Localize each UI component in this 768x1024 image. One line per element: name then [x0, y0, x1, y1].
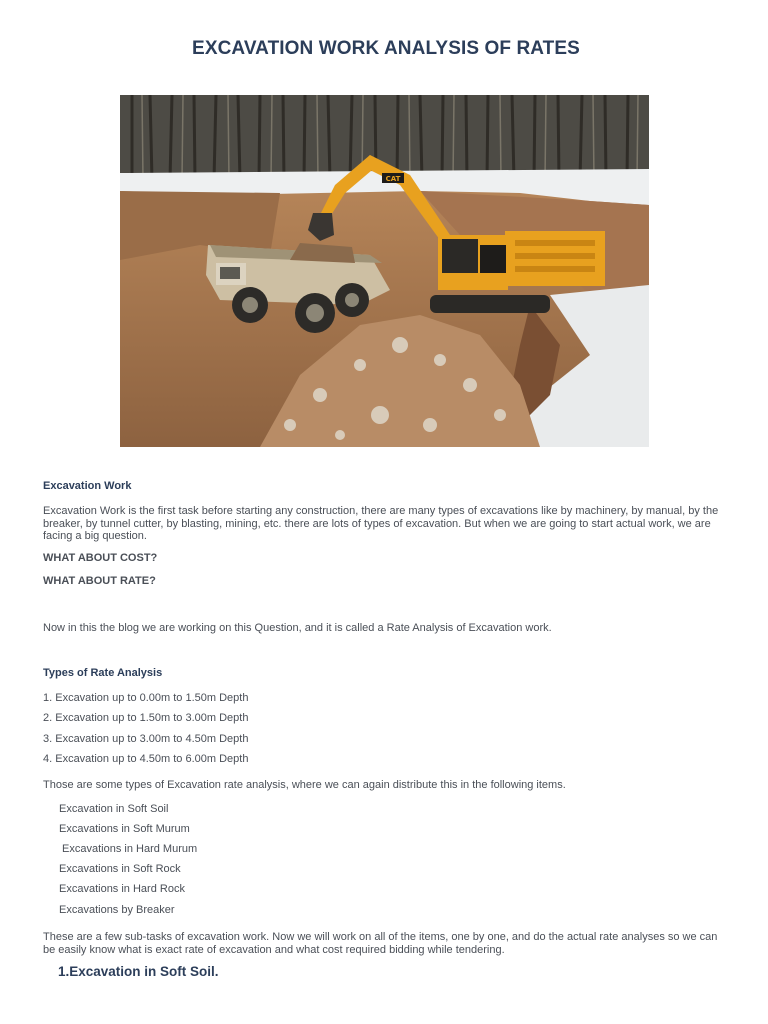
- list-item: 4. Excavation up to 4.50m to 6.00m Depth: [43, 753, 249, 765]
- section-heading-types: Types of Rate Analysis: [43, 667, 163, 679]
- list-item: 3. Excavation up to 3.00m to 4.50m Depth: [43, 733, 249, 745]
- sub-item: Excavations in Soft Rock: [59, 863, 181, 875]
- section-heading-soft-soil: 1.Excavation in Soft Soil.: [58, 964, 219, 979]
- page-title: EXCAVATION WORK ANALYSIS OF RATES: [192, 38, 580, 59]
- cat-badge: CAT: [385, 175, 401, 183]
- sub-item: Excavations in Hard Rock: [59, 883, 185, 895]
- question-rate: WHAT ABOUT RATE?: [43, 575, 156, 587]
- sub-item: Excavations in Hard Murum: [59, 843, 198, 855]
- sub-item: Excavation in Soft Soil: [59, 803, 169, 815]
- section-heading-excavation-work: Excavation Work: [43, 480, 132, 492]
- list-item: 1. Excavation up to 0.00m to 1.50m Depth: [43, 692, 249, 704]
- blog-note: Now in this the blog we are working on this Question, and it is called a Rate Analysis of Excavation work.: [43, 622, 552, 634]
- sub-item: Excavations by Breaker: [59, 904, 175, 916]
- sub-item: Excavations in Soft Murum: [59, 823, 190, 835]
- distribution-note: Those are some types of Excavation rate analysis, where we can again distribute this in the following items.: [43, 779, 566, 791]
- intro-paragraph: Excavation Work is the first task before starting any construction, there are many types of excavations like by machinery, by manual, by the breaker, by tunnel cutter, by blasting, mining, etc. there are lots of types of excavation. But when we are going to start actual work, we are facing a big question.: [43, 505, 719, 542]
- list-item: 2. Excavation up to 1.50m to 3.00m Depth: [43, 712, 249, 724]
- closing-paragraph: These are a few sub-tasks of excavation work. Now we will work on all of the items, one by one, and do the actual rate analyses so we can be easily know what is exact rate of excavation and what cost required bidding while tendering.: [43, 931, 718, 956]
- excavation-photo: [120, 95, 649, 447]
- question-cost: WHAT ABOUT COST?: [43, 552, 158, 564]
